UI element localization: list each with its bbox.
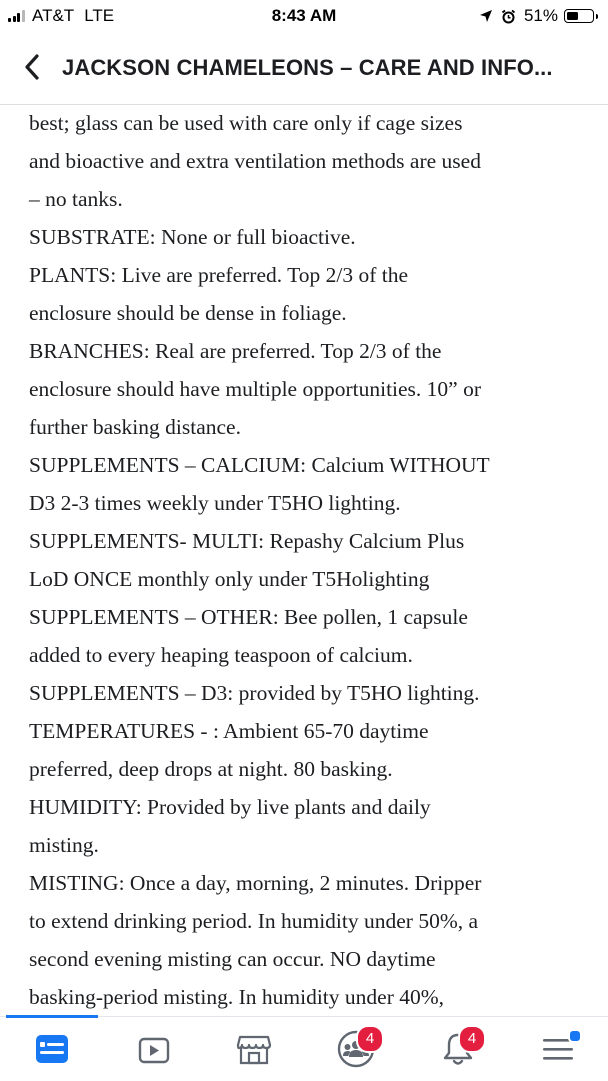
article-line: basking-period misting. In humidity under 40%,	[29, 985, 445, 1009]
tab-groups[interactable]	[334, 1029, 378, 1073]
article-line: added to every heaping teaspoon of calcium.	[29, 643, 413, 667]
article-line: D3 2-3 times weekly under T5HO lighting.	[29, 491, 401, 515]
active-tab-indicator	[6, 1015, 98, 1018]
page-header	[0, 34, 608, 105]
article-line: and bioactive and extra ventilation methods are used	[29, 149, 481, 173]
article-line: misting.	[29, 833, 99, 857]
battery-icon	[564, 9, 594, 23]
article-line: preferred, deep drops at night. 80 basking.	[29, 757, 393, 781]
article-line: further basking distance.	[29, 415, 241, 439]
status-bar	[0, 0, 608, 34]
tab-watch[interactable]	[130, 1029, 174, 1073]
carrier-name: AT&T	[32, 6, 75, 25]
article-text	[29, 104, 589, 1016]
bottom-tab-bar	[0, 1016, 608, 1081]
article-line: TEMPERATURES - : Ambient 65-70 daytime	[29, 719, 429, 743]
article-line: – no tanks.	[29, 187, 123, 211]
article-line: SUBSTRATE: None or full bioactive.	[29, 225, 356, 249]
article-line: PLANTS: Live are preferred. Top 2/3 of the	[29, 263, 409, 287]
status-bar-right	[479, 6, 594, 26]
network-type: LTE	[84, 6, 115, 25]
article-line: MISTING: Once a day, morning, 2 minutes. Dripper	[29, 871, 482, 895]
battery-percent: 51%	[523, 6, 558, 25]
article-line: SUPPLEMENTS- MULTI: Repashy Calcium Plus	[29, 529, 465, 553]
article-line: HUMIDITY: Provided by live plants and daily	[29, 795, 431, 819]
tab-notifications[interactable]	[436, 1029, 480, 1073]
status-bar-time: 8:43 AM	[271, 6, 337, 25]
article-line: SUPPLEMENTS – CALCIUM: Calcium WITHOUT	[29, 453, 490, 477]
news-feed-icon	[35, 1034, 69, 1069]
article-body[interactable]	[0, 104, 608, 1016]
article-line: second evening misting can occur. NO daytime	[29, 947, 436, 971]
tab-marketplace[interactable]	[232, 1029, 276, 1073]
menu-notification-dot	[568, 1029, 582, 1043]
watch-video-icon	[134, 1034, 170, 1069]
article-line: enclosure should have multiple opportunities. 10” or	[29, 377, 482, 401]
back-button[interactable]	[18, 52, 46, 86]
chevron-left-icon	[24, 54, 40, 85]
tab-news-feed[interactable]	[30, 1029, 74, 1073]
marketplace-icon	[236, 1033, 272, 1070]
article-line: LoD ONCE monthly only under T5Holighting	[29, 567, 430, 591]
groups-badge: 4	[356, 1025, 384, 1053]
article-line: to extend drinking period. In humidity under 50%, a	[29, 909, 479, 933]
article-line: BRANCHES: Real are preferred. Top 2/3 of the	[29, 339, 442, 363]
article-line: best; glass can be used with care only if cage sizes	[29, 111, 463, 135]
alarm-icon	[501, 9, 516, 24]
article-line: SUPPLEMENTS – D3: provided by T5HO lighting.	[29, 681, 480, 705]
page-title: JACKSON CHAMELEONS – CARE AND INFO...	[62, 55, 553, 80]
article-line: enclosure should be dense in foliage.	[29, 301, 347, 325]
article-line: SUPPLEMENTS – OTHER: Bee pollen, 1 capsule	[29, 605, 468, 629]
notifications-badge: 4	[458, 1025, 486, 1053]
tab-menu[interactable]	[536, 1029, 580, 1073]
location-arrow-icon	[479, 9, 493, 23]
